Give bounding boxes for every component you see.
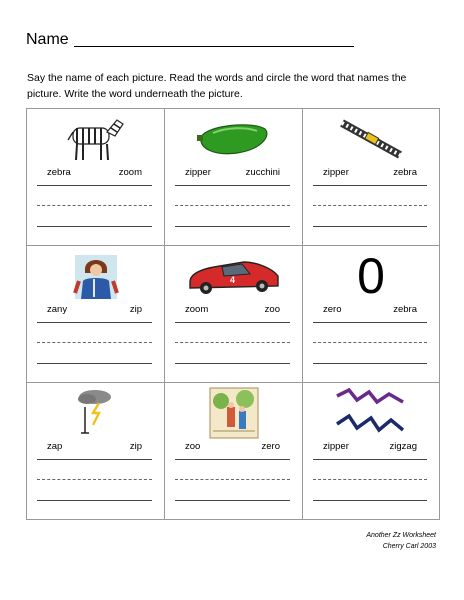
word-option[interactable]: zero bbox=[261, 441, 280, 452]
write-line[interactable] bbox=[175, 322, 290, 323]
write-line[interactable] bbox=[175, 459, 290, 460]
write-line[interactable] bbox=[37, 459, 152, 460]
word-option[interactable]: zero bbox=[323, 304, 342, 315]
zany-person-icon bbox=[27, 250, 164, 302]
word-option[interactable]: zipper bbox=[323, 441, 349, 452]
footer-author: Cherry Carl 2003 bbox=[382, 543, 436, 550]
word-option[interactable]: zigzag bbox=[389, 441, 417, 452]
guide-line bbox=[313, 479, 427, 480]
write-line[interactable] bbox=[313, 500, 427, 501]
zigzag-icon bbox=[303, 387, 439, 439]
guide-line bbox=[175, 205, 290, 206]
write-line[interactable] bbox=[37, 322, 152, 323]
word-option[interactable]: zap bbox=[47, 441, 63, 452]
zero-digit: 0 bbox=[357, 248, 385, 304]
lightning-zap-icon bbox=[27, 387, 164, 439]
word-option[interactable]: zoo bbox=[264, 304, 280, 315]
cell-zoo bbox=[165, 383, 303, 519]
guide-line bbox=[313, 205, 427, 206]
word-option[interactable]: zoo bbox=[185, 441, 201, 452]
cell-zipper bbox=[303, 109, 439, 246]
word-option[interactable]: zip bbox=[129, 304, 142, 315]
word-option[interactable]: zany bbox=[47, 304, 68, 315]
name-row bbox=[26, 31, 336, 51]
cell-zigzag bbox=[303, 383, 439, 519]
zero-picture bbox=[303, 250, 439, 302]
word-option[interactable]: zebra bbox=[47, 167, 71, 178]
write-line[interactable] bbox=[37, 185, 152, 186]
cell-zap bbox=[27, 383, 165, 519]
instructions: Say the name of each picture. Read the words and circle the word that names the picture. Write the word underneath the picture. bbox=[27, 72, 407, 100]
word-option[interactable]: zoom bbox=[118, 167, 142, 178]
guide-line bbox=[37, 479, 152, 480]
guide-line bbox=[175, 479, 290, 480]
write-line[interactable] bbox=[313, 459, 427, 460]
footer-credit bbox=[366, 530, 436, 552]
write-line[interactable] bbox=[175, 226, 290, 227]
write-line[interactable] bbox=[37, 363, 152, 364]
write-line[interactable] bbox=[37, 226, 152, 227]
write-line[interactable] bbox=[37, 500, 152, 501]
cell-race-car bbox=[165, 246, 303, 383]
zucchini-icon bbox=[165, 113, 302, 165]
word-option[interactable]: zebra bbox=[393, 304, 417, 315]
write-line[interactable] bbox=[313, 363, 427, 364]
race-car-icon bbox=[165, 250, 302, 302]
guide-line bbox=[175, 342, 290, 343]
word-option[interactable]: zucchini bbox=[245, 167, 280, 178]
write-line[interactable] bbox=[175, 363, 290, 364]
cell-zebra bbox=[27, 109, 165, 246]
name-label: Name bbox=[26, 31, 69, 48]
worksheet-grid bbox=[26, 108, 440, 520]
footer-title: Another Zz Worksheet bbox=[366, 532, 436, 539]
guide-line bbox=[313, 342, 427, 343]
cell-zucchini bbox=[165, 109, 303, 246]
guide-line bbox=[37, 342, 152, 343]
word-option[interactable]: zoom bbox=[185, 304, 209, 315]
write-line[interactable] bbox=[175, 185, 290, 186]
write-line[interactable] bbox=[313, 322, 427, 323]
cell-zany bbox=[27, 246, 165, 383]
zebra-icon bbox=[27, 113, 164, 165]
name-write-line[interactable] bbox=[74, 46, 354, 47]
word-option[interactable]: zipper bbox=[185, 167, 211, 178]
write-line[interactable] bbox=[313, 185, 427, 186]
zoo-scene-icon bbox=[165, 387, 302, 439]
word-option[interactable]: zip bbox=[129, 441, 142, 452]
write-line[interactable] bbox=[175, 500, 290, 501]
svg-text:4: 4 bbox=[229, 275, 235, 285]
cell-zero bbox=[303, 246, 439, 383]
word-option[interactable]: zipper bbox=[323, 167, 349, 178]
guide-line bbox=[37, 205, 152, 206]
write-line[interactable] bbox=[313, 226, 427, 227]
word-option[interactable]: zebra bbox=[393, 167, 417, 178]
zipper-icon bbox=[303, 113, 439, 165]
